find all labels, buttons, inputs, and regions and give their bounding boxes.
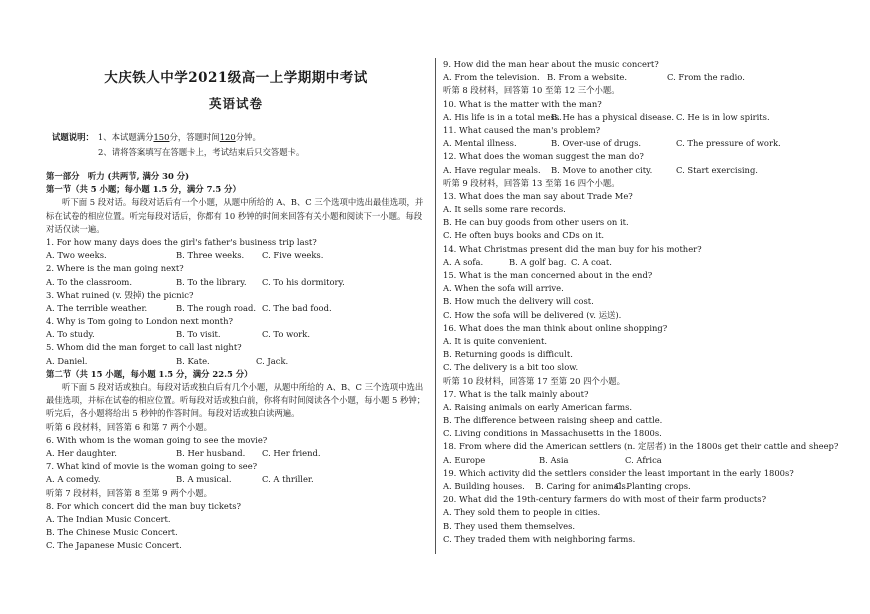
- option-b: B. He can buy goods from other users on it.: [443, 217, 629, 228]
- question-18: [443, 440, 843, 466]
- options: [443, 111, 843, 124]
- option-c: C. How the sofa will be delivered (v. 运送).: [443, 309, 622, 320]
- option-a: A. To the classroom.: [46, 276, 133, 287]
- instructions-line-2: 2、请将答案填写在答题卡上，考试结束后只交答题卡。: [98, 147, 305, 157]
- option-c: C. To work.: [262, 329, 311, 340]
- option-b: B. Asia: [539, 454, 569, 465]
- options: [443, 454, 843, 467]
- question-2: [46, 262, 426, 288]
- material-8-note: 听第 8 段材料，回答第 10 至第 12 三个小题。: [443, 85, 620, 96]
- question-text: 10. What is the matter with the man?: [443, 98, 602, 109]
- question-text: 13. What does the man say about Trade Me?: [443, 190, 633, 201]
- question-7: [46, 460, 426, 486]
- options: [443, 256, 843, 269]
- question-13: [443, 190, 843, 243]
- option-b: B. Returning goods is difficult.: [443, 349, 573, 360]
- question-1: [46, 236, 426, 262]
- question-text: 14. What Christmas present did the man buy for his mother?: [443, 243, 702, 254]
- option-a: A. From the television.: [443, 72, 540, 83]
- question-11: [443, 124, 843, 150]
- options: [46, 447, 426, 460]
- options: [443, 164, 843, 177]
- options: [443, 480, 843, 493]
- question-text: 15. What is the man concerned about in the end?: [443, 270, 653, 280]
- option-a: A. Two weeks.: [46, 250, 107, 261]
- question-text: 4. Why is Tom going to London next month?: [46, 316, 234, 327]
- question-20: [443, 493, 843, 546]
- option-b: B. Three weeks.: [176, 250, 245, 261]
- part1-heading: 第一部分 听力 (共两节, 满分 30 分): [46, 171, 190, 181]
- option-a: A. Mental illness.: [443, 138, 517, 149]
- option-b: B. The difference between raising sheep and cattle.: [443, 415, 663, 426]
- material-9-note: 听第 9 段材料，回答第 13 至第 16 四个小题。: [443, 177, 620, 188]
- question-15: [443, 269, 843, 322]
- question-text: 17. What is the talk mainly about?: [443, 388, 589, 399]
- option-c: C. They traded them with neighboring farms.: [443, 533, 636, 544]
- question-text: 1. For how many days does the girl's father's business trip last?: [46, 236, 317, 247]
- material-7-note: 听第 7 段材料，回答第 8 至第 9 两个小题。: [46, 487, 212, 498]
- material-10-note: 听第 10 段材料，回答第 17 至第 20 四个小题。: [443, 375, 625, 386]
- question-text: 6. With whom is the woman going to see the movie?: [46, 434, 268, 445]
- option-a: A. Raising animals on early American farms.: [443, 401, 633, 412]
- option-b: B. They used them themselves.: [443, 520, 576, 531]
- material-6-note: 听第 6 段材料，回答第 6 和第 7 两个小题。: [46, 421, 212, 432]
- question-text: 19. Which activity did the settlers consider the least important in the early 1800s?: [443, 467, 794, 478]
- option-c: C. Living conditions in Massachusetts in the 1800s.: [443, 428, 662, 439]
- question-19: [443, 467, 843, 493]
- question-5: [46, 341, 426, 367]
- option-c: C. The delivery is a bit too slow.: [443, 362, 579, 373]
- column-divider: [435, 58, 436, 554]
- right-column: [443, 58, 843, 546]
- options: [46, 276, 426, 289]
- option-c: C. Jack.: [256, 355, 289, 366]
- option-b: B. Move to another city.: [551, 164, 653, 175]
- option-a: A. They sold them to people in cities.: [443, 507, 601, 518]
- instructions-text: 1、本试题满分: [97, 132, 154, 142]
- question-17: [443, 388, 843, 441]
- option-a: A. To study.: [46, 329, 95, 340]
- instructions-line-1: [52, 130, 422, 145]
- option-a: A. The terrible weather.: [46, 302, 148, 313]
- option-a: A. It sells some rare records.: [443, 204, 566, 215]
- option-c: C. A coat.: [571, 256, 612, 267]
- question-4: [46, 315, 426, 341]
- instructions-label: 试题说明：: [52, 132, 94, 142]
- options: [443, 71, 843, 84]
- option-c: C. A thriller.: [262, 474, 314, 485]
- options: [46, 473, 426, 486]
- option-b: B. The rough road.: [176, 302, 256, 313]
- section1-directions: 听下面 5 段对话。每段对话后有一个小题，从题中所给的 A、B、C 三个选项中选出最佳选项，并标在试卷的相应位置。听完每段对话后，你都有 10 秒钟的时间来回答有关小题和阅读下一小题。每段对话仅读一遍。: [46, 197, 424, 234]
- options: [46, 355, 426, 368]
- option-b: B. Caring for animals.: [535, 481, 629, 491]
- question-text: 2. Where is the man going next?: [46, 263, 184, 274]
- section2-heading: 第二节（共 15 小题，每小题 1.5 分，满分 22.5 分）: [46, 368, 253, 379]
- option-b: B. A golf bag.: [509, 256, 567, 267]
- question-16: [443, 322, 843, 375]
- option-c: C. The pressure of work.: [676, 138, 781, 149]
- section2-directions: 听下面 5 段对话或独白。每段对话或独白后有几个小题，从题中所给的 A、B、C 三个选项中选出最佳选项，并标在试卷的相应位置。听每段对话或独白前，你将有时间阅读各个小题，每小题 5 秒钟；听完后，各小题将给出 5 秒钟的作答时间。每段对话或独白读两遍。: [46, 382, 426, 419]
- options: [46, 302, 426, 315]
- option-a: A. A comedy.: [46, 474, 101, 485]
- option-b: B. Kate.: [176, 355, 210, 366]
- option-c: C. Planting crops.: [615, 481, 691, 491]
- options: [46, 249, 426, 262]
- question-3: [46, 289, 426, 315]
- option-c: C. Africa: [625, 454, 662, 465]
- section1-heading: 第一节（共 5 小题；每小题 1.5 分，满分 7.5 分）: [46, 184, 241, 195]
- question-8: [46, 500, 426, 553]
- option-b: B. The Chinese Music Concert.: [46, 527, 178, 538]
- question-text: 20. What did the 19th-century farmers do with most of their farm products?: [443, 494, 767, 505]
- option-a: A. Building houses.: [443, 481, 525, 491]
- exam-subtitle: 英语试卷: [208, 96, 263, 111]
- exam-time: 120: [219, 132, 236, 142]
- option-c: C. The Japanese Music Concert.: [46, 540, 182, 551]
- question-9: [443, 58, 843, 84]
- option-a: A. A sofa.: [443, 256, 484, 267]
- option-b: B. From a website.: [547, 72, 628, 83]
- option-c: C. The bad food.: [262, 302, 332, 313]
- option-b: B. He has a physical disease.: [551, 111, 675, 122]
- option-c: C. Her friend.: [262, 448, 321, 458]
- instructions-text: 分钟。: [235, 132, 261, 142]
- question-text: 8. For which concert did the man buy tickets?: [46, 500, 242, 511]
- option-b: B. A musical.: [176, 474, 232, 485]
- option-a: A. The Indian Music Concert.: [46, 513, 171, 524]
- option-b: B. To visit.: [176, 329, 221, 340]
- question-6: [46, 434, 426, 460]
- option-b: B. Over-use of drugs.: [551, 138, 642, 149]
- option-a: A. When the sofa will arrive.: [443, 283, 564, 294]
- option-a: A. Her daughter.: [46, 448, 117, 458]
- question-text: 9. How did the man hear about the music concert?: [443, 59, 659, 69]
- question-14: [443, 243, 843, 269]
- question-text: 11. What caused the man's problem?: [443, 124, 601, 135]
- total-score: 150: [153, 132, 170, 142]
- option-b: B. To the library.: [176, 276, 247, 287]
- left-column: [46, 170, 426, 553]
- question-text: 18. From where did the American settlers (n. 定居者) in the 1800s get their cattle and sheep?: [443, 441, 839, 452]
- question-12: [443, 150, 843, 176]
- option-b: B. Her husband.: [176, 448, 246, 458]
- option-c: C. Five weeks.: [262, 250, 324, 261]
- question-text: 5. Whom did the man forget to call last night?: [46, 342, 242, 353]
- exam-title: 大庆铁人中学2021级高一上学期期中考试: [104, 70, 368, 86]
- option-c: C. Start exercising.: [676, 164, 758, 175]
- question-text: 3. What ruined (v. 毁掉) the picnic?: [46, 289, 194, 300]
- question-text: 7. What kind of movie is the woman going to see?: [46, 461, 258, 472]
- option-a: A. It is quite convenient.: [443, 335, 548, 346]
- option-b: B. How much the delivery will cost.: [443, 296, 594, 307]
- option-c: C. To his dormitory.: [262, 276, 345, 287]
- option-a: A. Europe: [443, 454, 486, 465]
- option-a: A. Daniel.: [46, 355, 88, 366]
- options: [46, 328, 426, 341]
- question-text: 12. What does the woman suggest the man do?: [443, 151, 644, 162]
- instructions-text: 分，答题时间: [169, 132, 220, 142]
- option-a: A. His life is in a total mess.: [443, 111, 562, 122]
- option-c: C. He is in low spirits.: [676, 111, 770, 122]
- question-10: [443, 98, 843, 124]
- options: [443, 137, 843, 150]
- question-text: 16. What does the man think about online shopping?: [443, 322, 668, 333]
- option-c: C. He often buys books and CDs on it.: [443, 230, 605, 241]
- option-c: C. From the radio.: [667, 72, 745, 83]
- option-a: A. Have regular meals.: [443, 164, 541, 175]
